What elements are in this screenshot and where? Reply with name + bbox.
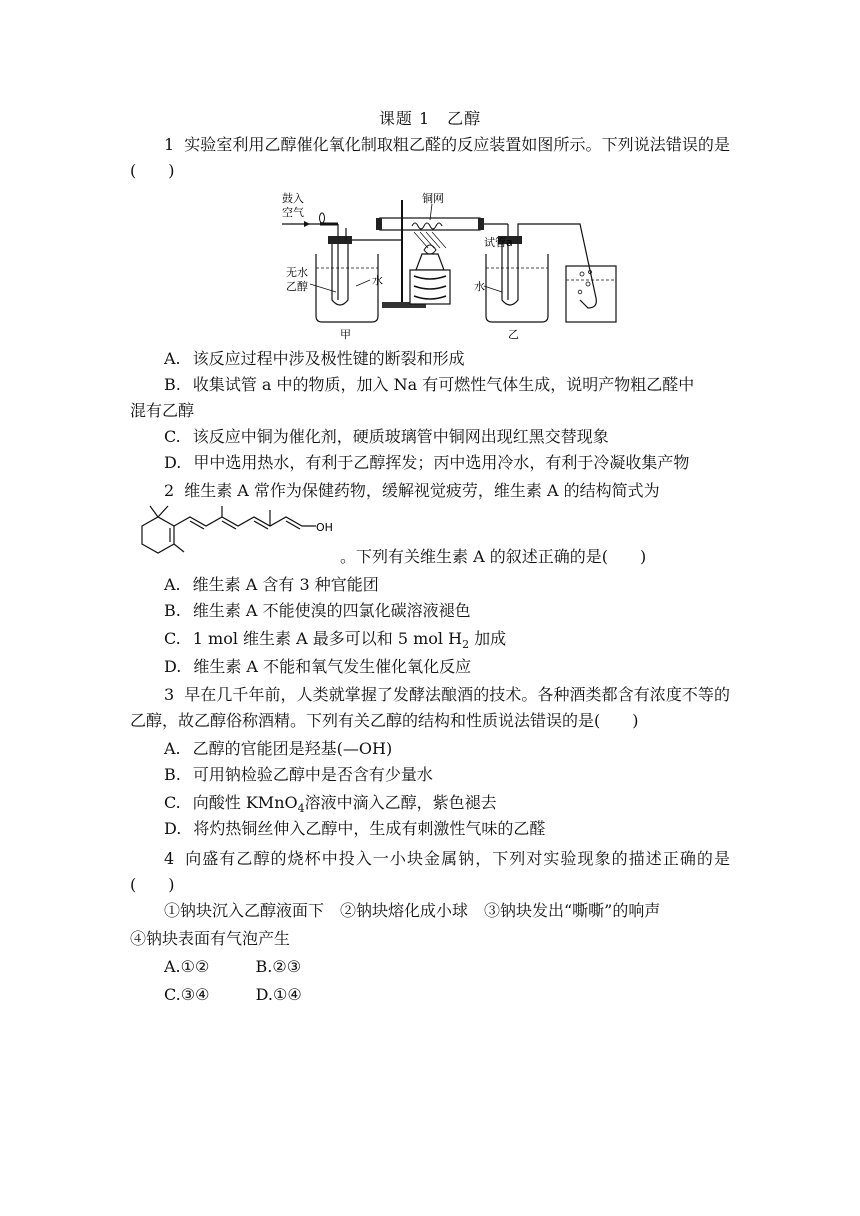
q3-option-a [164,736,392,762]
subscript: 4 [297,802,305,816]
beaker-yi [486,254,548,322]
water-pointer-left [356,280,370,286]
option-text: 向酸性 KMnO [192,793,298,812]
question-1-stem [130,132,730,184]
label-yi: 乙 [508,328,519,341]
methyl-2 [158,506,168,517]
option-letter: D. [164,819,182,838]
option-text: 维生素 A 不能使溴的四氯化碳溶液褪色 [192,601,471,620]
q1-option-a [164,346,465,372]
q2-option-b [164,598,471,624]
question-number: 1 [164,135,175,154]
option-text: 可用钠检验乙醇中是否含有少量水 [192,765,433,784]
air-label-2: 空气 [282,206,304,219]
question-4-stem [130,846,730,898]
option-text: 该反应过程中涉及极性键的断裂和形成 [192,349,465,368]
option-letter: B. [164,765,181,784]
q3-option-d [164,816,545,842]
q3-option-b [164,762,433,788]
q4-options-row-1 [164,954,301,980]
q4-statements-1: ①钠块沉入乙醇液面下 ②钠块熔化成小球 ③钠块发出“嘶嘶”的响声 [164,901,661,920]
q1-option-d [164,450,689,476]
question-number: 2 [164,481,175,500]
beaker-jia [316,254,378,322]
q2-option-a [164,572,379,598]
question-2-stem-tail: 。下列有关维生素 A 的叙述正确的是( ) [340,547,647,566]
apparatus-figure [280,188,620,343]
q4-statements-2: ④钠块表面有气泡产生 [130,929,291,948]
option-letter: D. [164,453,182,472]
test-tube-jia [332,244,348,305]
ethanol-label-1: 无水 [286,266,308,279]
option-text: ②③ [272,957,302,976]
option-letter: A. [164,957,181,976]
tube-a-label: 试管a [484,236,513,249]
methyl-3 [174,544,184,552]
question-3-stem [130,682,730,734]
option-text-tail: 加成 [469,629,507,648]
double-bond-1 [190,521,204,529]
option-text: 将灼热铜丝伸入乙醇中，生成有刺激性气味的乙醛 [193,819,546,838]
q1-option-b-cont: 混有乙醇 [130,401,195,420]
cyclohexene-ring [142,517,174,553]
subscript: 2 [462,638,470,652]
option-letter: A. [164,739,181,758]
ethanol-label-2: 乙醇 [286,280,308,293]
page-title: 课题 1 乙醇 [378,109,482,128]
q4-options-row-2 [164,982,302,1008]
bubbles-icon [578,271,591,294]
option-letter: A. [164,349,181,368]
option-letter: B. [164,375,181,394]
option-text: ①④ [272,985,302,1004]
water-label-left: 水 [372,274,383,287]
question-text: 向盛有乙醇的烧杯中投入一小块金属钠，下列对实验现象的描述正确的是( ) [130,849,730,894]
question-text: 实验室利用乙醇催化氧化制取粗乙醛的反应装置如图所示。下列说法错误的是( ) [130,135,730,180]
option-letter: B. [164,601,181,620]
flame-icon [424,245,436,254]
option-text: ①② [180,957,210,976]
label-jia: 甲 [340,328,351,341]
double-bond-4 [286,521,300,529]
q1-option-b [164,372,694,398]
option-letter: B. [255,957,273,976]
stopper-jia [328,236,352,244]
question-number: 3 [164,685,175,704]
valve-icon [320,213,325,223]
option-letter: C. [164,793,181,812]
air-arrow-head [304,221,310,227]
question-text: 早在几千年前，人类就掌握了发酵法酿酒的技术。各种酒类都含有浓度不等的乙醇，故乙醇俗称酒精。下列有关乙醇的结构和性质说法错误的是( ) [130,685,730,730]
option-text: 1 mol 维生素 A 最多可以和 5 mol H [192,629,463,648]
option-text: 甲中选用热水，有利于乙醇挥发；丙中选用冷水，有利于冷凝收集产物 [193,453,690,472]
option-letter: C. [164,985,181,1004]
option-text-tail: 溶液中滴入乙醇，紫色褪去 [304,793,497,812]
water-label-right: 水 [474,280,485,293]
option-letter: A. [164,575,181,594]
option-letter: C. [164,629,181,648]
copper-label: 铜网 [422,192,444,205]
option-text: ③④ [180,985,210,1004]
tube-end-right [478,218,484,230]
test-tube-a [502,244,518,305]
question-number: 4 [164,849,175,868]
question-text: 维生素 A 常作为保健药物，缓解视觉疲劳，维生素 A 的结构简式为 [184,481,660,500]
methyl-1 [150,506,158,517]
q2-option-d [164,654,471,680]
q1-option-c [164,424,609,450]
option-letter: D. [164,657,182,676]
option-letter: D. [255,985,273,1004]
question-2-stem [164,478,660,504]
alcohol-lamp [416,254,444,270]
option-letter: C. [164,427,181,446]
option-text: 维生素 A 不能和氧气发生催化氧化反应 [193,657,472,676]
air-label-1: 鼓入 [282,192,304,205]
vitamin-a-structure [128,504,338,564]
option-text: 该反应中铜为催化剂，硬质玻璃管中铜网出现红黑交替现象 [192,427,609,446]
double-bond-3 [254,521,268,529]
hydroxyl-label: OH [316,521,333,534]
copper-mesh [412,223,446,248]
option-text: 乙醇的官能团是羟基(—OH) [192,739,393,758]
option-text: 维生素 A 含有 3 种官能团 [192,575,379,594]
option-text: 收集试管 a 中的物质，加入 Na 有可燃性气体生成，说明产物粗乙醛中 [192,375,695,394]
double-bond-2 [222,521,236,529]
water-pointer-right [484,286,502,292]
tube-end-left [376,218,382,230]
